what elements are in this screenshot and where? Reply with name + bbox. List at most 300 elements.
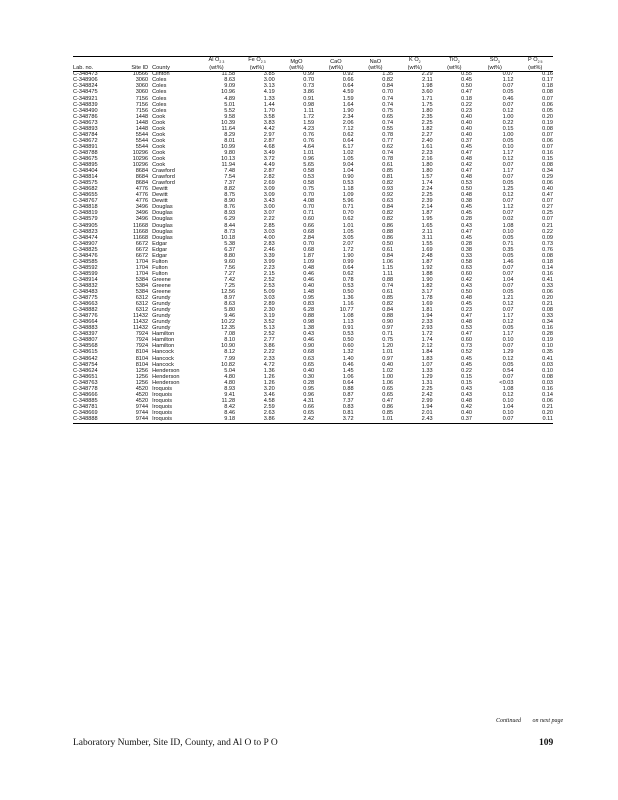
cell-p2o5: 0.03 [542, 361, 553, 368]
cell-p2o5: 0.28 [542, 331, 553, 338]
cell-mgo: 1.48 [303, 289, 315, 296]
cell-fe2o3: 3.13 [263, 83, 275, 90]
cell-lab-no: C-348775 [73, 295, 98, 302]
cell-mgo: 0.75 [303, 186, 315, 193]
cell-tio2: 0.45 [461, 210, 473, 217]
cell-tio2: 0.48 [461, 295, 473, 302]
cell-cao: 1.05 [342, 155, 354, 162]
cell-site-id: 1256 [135, 379, 149, 386]
cell-nao: 0.85 [382, 168, 394, 175]
cell-county: Coles [152, 101, 167, 108]
cell-fe2o3: 2.53 [263, 282, 275, 289]
cell-tio2: 0.43 [461, 385, 473, 392]
cell-k2o: 3.17 [421, 289, 433, 296]
header-formula-county [152, 57, 198, 65]
header-formula-fe2o3: Fe $O_{2 3}$ [248, 57, 266, 65]
cell-so3: 0.05 [502, 325, 514, 332]
cell-al2o3: 7.54 [224, 174, 236, 181]
cell-p2o5: 0.40 [542, 186, 553, 193]
cell-cao: 0.64 [342, 137, 354, 144]
cell-county: Henderson [152, 379, 180, 386]
header-label-nao: (wt%) [358, 65, 397, 72]
cell-al2o3: 9.58 [224, 113, 236, 120]
cell-so3: 0.05 [502, 289, 514, 296]
cell-lab-no: C-348907 [73, 240, 98, 247]
cell-tio2: 0.15 [461, 379, 473, 386]
cell-county: Douglas [152, 210, 173, 217]
header-formula-al2o3: Al $O_{2 3}$ [208, 57, 225, 65]
cell-k2o: 1.29 [421, 373, 433, 380]
header-formula-lab-no [73, 57, 120, 65]
cell-county: Fulton [152, 258, 168, 265]
cell-k2o: 2.16 [421, 155, 433, 162]
cell-so3: 0.54 [502, 367, 514, 374]
header-label-cao: (wt%) [318, 65, 357, 72]
header-formula-tio2: TiO$_2$ [448, 57, 460, 65]
cell-tio2: 0.23 [461, 107, 473, 114]
cell-fe2o3: 2.52 [263, 331, 275, 338]
cell-cao: 0.66 [342, 77, 354, 84]
cell-county: Edgar [152, 246, 168, 253]
cell-fe2o3: 2.89 [263, 301, 275, 308]
cell-lab-no: C-348807 [73, 337, 98, 344]
cell-site-id: 9744 [135, 403, 149, 410]
cell-mgo: 0.95 [303, 295, 315, 302]
cell-county: Dewitt [152, 198, 168, 205]
cell-k2o: 2.25 [421, 119, 433, 126]
cell-county: Grundy [152, 313, 171, 320]
cell-cao: 0.60 [342, 343, 354, 350]
header-subscript: 2 5 [537, 60, 543, 65]
cell-al2o3: 6.29 [224, 216, 236, 223]
cell-lab-no: C-348823 [73, 228, 98, 235]
cell-nao: 0.88 [382, 228, 394, 235]
cell-fe2o3: 3.86 [263, 343, 275, 350]
cell-so3: 0.07 [502, 71, 514, 78]
cell-lab-no: C-348490 [73, 107, 98, 114]
cell-k2o: 2.24 [421, 186, 433, 193]
cell-site-id: 3060 [135, 89, 149, 96]
cell-tio2: 0.40 [461, 113, 473, 120]
cell-tio2: 0.40 [461, 409, 473, 416]
cell-mgo: 0.70 [303, 240, 315, 247]
cell-tio2: 0.45 [461, 234, 473, 241]
cell-nao: 0.65 [382, 113, 394, 120]
cell-mgo: 1.87 [303, 252, 315, 259]
cell-fe2o3: 2.46 [263, 246, 275, 253]
cell-tio2: 0.63 [461, 264, 473, 271]
cell-tio2: 0.43 [461, 282, 473, 289]
cell-so3: 0.05 [502, 89, 514, 96]
cell-al2o3: 11.28 [221, 397, 236, 404]
cell-cao: 1.59 [342, 95, 354, 102]
cell-so3: 0.12 [502, 319, 514, 326]
cell-al2o3: 8.93 [224, 385, 236, 392]
cell-k2o: 2.23 [421, 149, 433, 156]
cell-tio2: 0.40 [461, 131, 473, 138]
cell-nao: 0.84 [382, 252, 394, 259]
cell-nao: 0.82 [382, 216, 394, 223]
cell-nao: 0.92 [382, 192, 394, 199]
cell-lab-no: C-348754 [73, 361, 98, 368]
cell-nao: 0.90 [382, 319, 394, 326]
cell-county: Greene [152, 282, 171, 289]
cell-county: Cook [152, 113, 166, 120]
cell-so3: 0.46 [502, 95, 514, 102]
cell-county: Iroquois [152, 409, 173, 416]
cell-fe2o3: 2.82 [263, 174, 275, 181]
cell-tio2: 0.60 [461, 337, 473, 344]
cell-al2o3: 8.10 [224, 337, 236, 344]
cell-nao: 0.74 [382, 101, 394, 108]
cell-al2o3: 10.18 [221, 234, 236, 241]
cell-mgo: 0.90 [303, 343, 315, 350]
cell-so3: 0.07 [502, 264, 514, 271]
cell-nao: 0.85 [382, 295, 394, 302]
cell-nao: 0.88 [382, 313, 394, 320]
cell-mgo: 1.09 [303, 258, 315, 265]
cell-cao: 0.64 [342, 83, 354, 90]
cell-county: Hamilton [152, 337, 175, 344]
cell-p2o5: 0.21 [542, 301, 553, 308]
cell-cao: 0.62 [342, 216, 354, 223]
cell-county: Coles [152, 89, 167, 96]
cell-lab-no: C-348672 [73, 137, 98, 144]
cell-k2o: 2.01 [421, 409, 433, 416]
cell-tio2: 0.52 [461, 349, 473, 356]
cell-al2o3: 8.97 [224, 295, 236, 302]
cell-lab-no: C-348888 [73, 417, 120, 424]
cell-cao: 2.34 [342, 113, 354, 120]
cell-site-id: 1448 [135, 125, 149, 132]
cell-al2o3: 10.90 [221, 343, 236, 350]
cell-p2o5: 0.20 [542, 113, 553, 120]
header-label-so3: (wt%) [476, 65, 517, 72]
cell-p2o5: 0.76 [542, 246, 553, 253]
cell-tio2: 0.50 [461, 83, 473, 90]
cell-al2o3: 10.99 [221, 143, 236, 150]
cell-cao: 1.16 [342, 301, 354, 308]
cell-p2o5: 0.16 [542, 385, 553, 392]
cell-tio2: 0.48 [461, 174, 473, 181]
cell-mgo: 1.11 [303, 107, 315, 114]
cell-tio2: 0.33 [461, 252, 473, 259]
cell-tio2: 0.47 [461, 149, 473, 156]
cell-fe2o3: 3.46 [263, 391, 275, 398]
cell-cao: 3.72 [318, 417, 357, 424]
cell-tio2: 0.60 [461, 270, 473, 277]
cell-site-id: 7924 [135, 343, 149, 350]
cell-al2o3: 9.18 [198, 417, 239, 424]
cell-p2o5: 0.05 [542, 107, 553, 114]
cell-county: Hancock [152, 361, 174, 368]
cell-tio2: 0.73 [461, 343, 473, 350]
cell-mgo: 0.70 [303, 204, 315, 211]
cell-cao: 1.40 [342, 355, 354, 362]
cell-al2o3: 8.73 [224, 228, 236, 235]
cell-tio2: 0.42 [461, 162, 473, 169]
cell-mgo: 0.95 [303, 385, 315, 392]
cell-fe2o3: 3.83 [263, 119, 275, 126]
cell-site-id: 10296 [132, 149, 149, 156]
cell-cao: 1.04 [342, 168, 354, 175]
cell-so3: 1.25 [502, 186, 514, 193]
cell-fe2o3: 2.97 [263, 131, 275, 138]
cell-so3: 0.07 [502, 174, 514, 181]
cell-lab-no: C-348675 [73, 155, 98, 162]
cell-fe2o3: 3.03 [263, 228, 275, 235]
cell-site-id: 7156 [135, 107, 149, 114]
cell-cao: 6.17 [342, 143, 354, 150]
cell-mgo: 1.72 [303, 113, 315, 120]
cell-tio2: 0.23 [461, 307, 473, 314]
cell-mgo: 0.76 [303, 131, 315, 138]
cell-k2o: 1.88 [421, 270, 433, 277]
cell-lab-no: C-348906 [73, 77, 98, 84]
cell-lab-no: C-348767 [73, 198, 98, 205]
cell-site-id: 6312 [135, 301, 149, 308]
cell-so3: 0.07 [502, 307, 514, 314]
cell-k2o: 1.55 [421, 240, 433, 247]
cell-nao: 0.93 [382, 186, 394, 193]
cell-nao: 0.75 [382, 107, 394, 114]
header-label-al2o3: (wt%) [198, 65, 239, 72]
cell-lab-no: C-348669 [73, 409, 98, 416]
cell-county: Cook [152, 131, 166, 138]
cell-so3: 0.07 [502, 101, 514, 108]
cell-nao: 0.77 [382, 137, 394, 144]
cell-cao: 0.90 [342, 174, 354, 181]
cell-so3: 0.12 [502, 355, 514, 362]
cell-p2o5: 0.34 [542, 319, 553, 326]
cell-so3: 0.05 [502, 137, 514, 144]
cell-p2o5: 0.20 [542, 295, 553, 302]
cell-site-id: 4776 [135, 198, 149, 205]
cell-so3: 0.07 [502, 270, 514, 277]
cell-cao: 0.78 [342, 276, 354, 283]
cell-tio2: 0.55 [461, 71, 473, 78]
cell-cao: 0.53 [342, 180, 354, 187]
cell-lab-no: C-348905 [73, 222, 98, 229]
cell-cao: 7.12 [342, 125, 354, 132]
cell-lab-no: C-348788 [73, 149, 98, 156]
cell-fe2o3: 2.85 [263, 222, 275, 229]
header-label-county: County [152, 65, 198, 72]
cell-p2o5: 0.14 [542, 264, 553, 271]
cell-lab-no: C-348914 [73, 276, 98, 283]
cell-county: Greene [152, 276, 171, 283]
cell-cao: 0.50 [342, 337, 354, 344]
table-row [73, 417, 553, 424]
cell-lab-no: C-348818 [73, 204, 98, 211]
cell-k2o: 2.25 [421, 192, 433, 199]
cell-county: Grundy [152, 325, 171, 332]
cell-site-id: 11432 [133, 313, 149, 320]
cell-lab-no: C-348891 [73, 143, 98, 150]
cell-site-id: 5384 [135, 276, 149, 283]
cell-p2o5: 0.16 [542, 149, 553, 156]
cell-mgo: 0.68 [303, 349, 315, 356]
continued-text: Continued [496, 718, 521, 724]
cell-mgo: 2.42 [279, 417, 318, 424]
cell-county: Iroquois [152, 391, 173, 398]
cell-mgo: 0.66 [303, 222, 315, 229]
cell-lab-no: C-348651 [73, 373, 98, 380]
cell-fe2o3: 2.87 [263, 137, 275, 144]
cell-p2o5: 0.21 [542, 222, 553, 229]
cell-cao: 1.09 [342, 192, 354, 199]
cell-p2o5: 0.16 [542, 325, 553, 332]
page-caption: Laboratory Number, Site ID, County, and Al O to P O [73, 738, 278, 748]
cell-cao: 1.08 [342, 313, 354, 320]
cell-al2o3: 8.63 [224, 301, 236, 308]
cell-site-id: 3496 [135, 216, 149, 223]
cell-mgo: 0.68 [303, 228, 315, 235]
cell-lab-no: C-348819 [73, 210, 98, 217]
cell-al2o3: 8.90 [224, 198, 236, 205]
cell-mgo: 0.58 [303, 180, 315, 187]
cell-lab-no: C-348568 [73, 343, 98, 350]
cell-county: Crawford [152, 180, 175, 187]
cell-fe2o3: 3.03 [263, 295, 275, 302]
on-next-page-text: on next page [532, 718, 564, 724]
cell-cao: 2.06 [342, 119, 354, 126]
cell-k2o: 1.94 [421, 313, 433, 320]
cell-so3: 0.10 [502, 143, 514, 150]
header-subscript: 3 [497, 60, 500, 65]
cell-tio2: 0.53 [461, 325, 473, 332]
cell-site-id: 1256 [135, 373, 149, 380]
cell-lab-no: C-348893 [73, 125, 98, 132]
cell-so3: 1.04 [502, 403, 514, 410]
cell-p2o5: 0.21 [542, 403, 553, 410]
cell-lab-no: C-348825 [73, 246, 98, 253]
cell-mgo: 0.65 [303, 409, 315, 416]
header-label-p2o5: (wt%) [517, 65, 553, 72]
cell-cao: 0.64 [342, 379, 354, 386]
cell-nao: 0.65 [382, 385, 394, 392]
cell-tio2: 0.45 [461, 77, 473, 84]
cell-county: Coles [152, 107, 167, 114]
cell-k2o: 2.33 [421, 319, 433, 326]
cell-county: Edgar [152, 240, 168, 247]
cell-mgo: 0.53 [303, 174, 315, 181]
cell-county: Iroquois [152, 403, 173, 410]
cell-lab-no: C-348781 [73, 403, 98, 410]
cell-county: Dewitt [152, 192, 168, 199]
cell-p2o5: 0.25 [542, 210, 553, 217]
cell-county: Fulton [152, 270, 168, 277]
cell-lab-no: C-348839 [73, 101, 98, 108]
cell-p2o5: 0.10 [542, 343, 553, 350]
cell-so3: 0.12 [502, 155, 514, 162]
cell-fe2o3: 3.39 [263, 252, 275, 259]
cell-nao: 0.74 [382, 149, 394, 156]
cell-site-id: 5384 [135, 289, 149, 296]
cell-p2o5: 0.41 [542, 355, 553, 362]
cell-tio2: 0.42 [461, 403, 473, 410]
cell-nao: 0.74 [382, 95, 394, 102]
cell-cao: 1.64 [342, 101, 354, 108]
cell-fe2o3: 3.09 [263, 192, 275, 199]
cell-al2o3: 10.82 [221, 361, 236, 368]
cell-site-id: 10566 [132, 71, 149, 78]
cell-k2o: 2.40 [421, 137, 433, 144]
cell-so3: 1.17 [502, 168, 514, 175]
cell-nao: 0.86 [382, 234, 394, 241]
cell-mgo: 1.59 [303, 119, 315, 126]
cell-fe2o3: 4.68 [263, 143, 275, 150]
cell-lab-no: C-348885 [73, 397, 98, 404]
cell-so3: 0.71 [502, 240, 514, 247]
cell-county: Iroquois [152, 397, 173, 404]
cell-cao: 0.92 [342, 71, 354, 78]
cell-lab-no: C-348763 [73, 379, 98, 386]
cell-cao: 1.36 [342, 295, 354, 302]
cell-mgo: 0.68 [303, 246, 315, 253]
cell-fe2o3: 3.19 [263, 313, 275, 320]
cell-so3: 1.08 [502, 385, 514, 392]
cell-so3: 0.05 [502, 180, 514, 187]
cell-fe2o3: 1.26 [263, 373, 275, 380]
cell-mgo: 0.46 [303, 337, 315, 344]
cell-county: Cook [152, 125, 166, 132]
cell-al2o3: 8.44 [224, 222, 236, 229]
cell-p2o5: 0.33 [542, 313, 553, 320]
cell-county: Douglas [152, 234, 173, 241]
cell-p2o5: 0.18 [542, 258, 553, 265]
cell-so3: 0.07 [502, 210, 514, 217]
cell-lab-no: C-348682 [73, 186, 98, 193]
cell-tio2: 0.38 [461, 198, 473, 205]
cell-mgo: 6.28 [303, 307, 315, 314]
cell-nao: 0.55 [382, 125, 394, 132]
cell-k2o: 1.07 [421, 361, 433, 368]
cell-fe2o3: 3.20 [263, 385, 275, 392]
cell-mgo: 0.96 [303, 391, 315, 398]
header-formula-so3: $SO_3$ [489, 57, 500, 65]
cell-county: Edgar [152, 252, 168, 259]
cell-site-id: 7156 [135, 101, 149, 108]
cell-tio2: 0.47 [461, 168, 473, 175]
cell-fe2o3: 3.00 [263, 204, 275, 211]
cell-al2o3: 10.39 [221, 119, 236, 126]
cell-county: Cook [152, 155, 166, 162]
cell-al2o3: 11.94 [221, 162, 236, 169]
cell-al2o3: 6.37 [224, 246, 236, 253]
cell-nao: 0.82 [382, 301, 394, 308]
cell-cao: 1.06 [342, 373, 354, 380]
cell-nao: 0.50 [382, 240, 394, 247]
cell-site-id: 1448 [135, 119, 149, 126]
cell-fe2o3: 3.86 [239, 417, 279, 424]
cell-so3: 0.15 [502, 125, 514, 132]
cell-nao: 0.84 [382, 307, 394, 314]
cell-site-id: 10296 [132, 155, 149, 162]
cell-cao: 1.90 [342, 252, 354, 259]
cell-mgo: 4.23 [303, 125, 315, 132]
cell-mgo: 0.76 [303, 137, 315, 144]
cell-mgo: 0.88 [303, 313, 315, 320]
cell-site-id: 9744 [135, 409, 149, 416]
cell-nao: 0.74 [382, 119, 394, 126]
cell-nao: 0.84 [382, 83, 394, 90]
cell-p2o5: 0.29 [542, 174, 553, 181]
cell-county: Coles [152, 83, 167, 90]
cell-site-id: 1704 [135, 270, 149, 277]
cell-lab-no: C-348404 [73, 168, 98, 175]
cell-so3: 0.10 [502, 397, 514, 404]
